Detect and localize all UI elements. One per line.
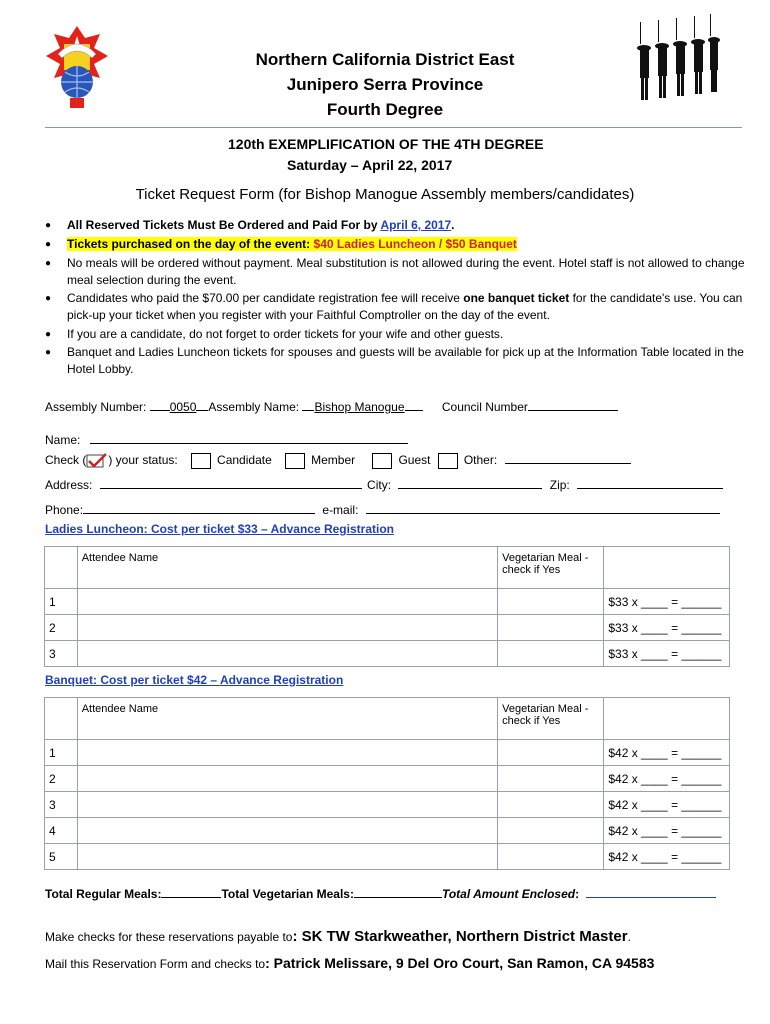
bullet-text: Candidates who paid the $70.00 per candidate registration fee will receive (67, 291, 464, 305)
address-row (45, 476, 723, 492)
address-field[interactable] (100, 476, 362, 489)
assembly-name-value[interactable]: Bishop Manogue (314, 400, 405, 414)
bullet-text: If you are a candidate, do not forget to order tickets for your wife and other guests. (67, 327, 504, 341)
phone-row (45, 501, 720, 517)
payable-name: SK TW Starkweather, Northern District Master (301, 928, 628, 945)
day-of-prices: $40 Ladies Luncheon / $50 Banquet (313, 237, 517, 251)
event-title: 120th EXEMPLIFICATION OF THE 4TH DEGREE (228, 136, 544, 152)
status-member-label: Member (311, 453, 356, 467)
bullet-guests-reminder (45, 326, 745, 343)
veg-header-line: Vegetarian Meal - (502, 552, 589, 564)
total-regular-field[interactable] (161, 885, 221, 898)
attendee-name-cell[interactable] (77, 589, 497, 615)
total-regular-label: Total Regular Meals: (45, 887, 162, 901)
row-number: 2 (45, 766, 78, 792)
banquet-col-veg (498, 698, 604, 740)
attendee-name-cell[interactable] (77, 766, 497, 792)
phone-field[interactable] (83, 501, 315, 514)
header-line-1: Northern California District East (255, 50, 515, 69)
bullet-no-meals (45, 255, 745, 289)
vegetarian-check-cell[interactable] (498, 641, 604, 667)
assembly-number-label: Assembly Number: (45, 400, 150, 414)
status-member-checkbox[interactable] (285, 453, 305, 469)
veg-header-line: Vegetarian Meal - (502, 703, 589, 715)
zip-field[interactable] (577, 476, 723, 489)
table-row (45, 844, 730, 870)
bullet-icon: ● (45, 239, 52, 250)
status-candidate-label: Candidate (217, 453, 272, 467)
row-number: 3 (45, 641, 78, 667)
table-row (45, 615, 730, 641)
table-row (45, 641, 730, 667)
email-label: e-mail: (322, 503, 359, 517)
table-row (45, 740, 730, 766)
attendee-name-cell[interactable] (77, 792, 497, 818)
total-enclosed-colon: : (575, 887, 580, 901)
table-row (45, 766, 730, 792)
status-candidate-checkbox[interactable] (191, 453, 211, 469)
price-cell[interactable]: $42 x ____ = ______ (604, 844, 730, 870)
row-number: 1 (45, 589, 78, 615)
bullet-text: . (451, 218, 455, 232)
attendee-name-cell[interactable] (77, 740, 497, 766)
address-label: Address: (45, 478, 93, 492)
total-vegetarian-label: Total Vegetarian Meals: (221, 887, 354, 901)
banquet-table (44, 697, 730, 870)
check-label: Check ( (45, 453, 87, 467)
attendee-name-cell[interactable] (77, 844, 497, 870)
mail-row: Mail this Reservation Form and checks to: Patrick Melissare, 9 Del Oro Court, San Ramon, CA 94583 (45, 955, 655, 971)
status-guest-label: Guest (398, 453, 431, 467)
total-vegetarian-field[interactable] (354, 885, 442, 898)
bullet-pickup (45, 344, 745, 378)
assembly-row (45, 398, 745, 414)
check-label-suffix: ) your status: (108, 453, 178, 467)
name-field[interactable] (90, 431, 408, 444)
price-cell[interactable]: $42 x ____ = ______ (604, 766, 730, 792)
vegetarian-check-cell[interactable] (498, 818, 604, 844)
city-field[interactable] (398, 476, 542, 489)
luncheon-section-title: Ladies Luncheon: Cost per ticket $33 – Advance Registration (45, 522, 394, 536)
row-number: 4 (45, 818, 78, 844)
vegetarian-check-cell[interactable] (498, 766, 604, 792)
attendee-name-cell[interactable] (77, 818, 497, 844)
table-row (45, 589, 730, 615)
mail-label: Mail this Reservation Form and checks to (45, 957, 266, 971)
vegetarian-check-cell[interactable] (498, 740, 604, 766)
deadline-link[interactable]: April 6, 2017 (380, 218, 452, 232)
price-cell[interactable]: $33 x ____ = ______ (604, 641, 730, 667)
price-cell[interactable]: $42 x ____ = ______ (604, 792, 730, 818)
council-number-label: Council Number (441, 400, 528, 414)
mail-address: Patrick Melissare, 9 Del Oro Court, San Ramon, CA 94583 (273, 955, 655, 971)
status-other-checkbox[interactable] (438, 453, 458, 469)
bullet-text: Tickets purchased on the day of the event: (67, 237, 314, 251)
event-date: Saturday – April 22, 2017 (287, 157, 453, 173)
bullet-candidates (45, 290, 745, 324)
bullet-deadline (45, 217, 745, 234)
bullet-icon: ● (45, 220, 52, 231)
bullet-text: All Reserved Tickets Must Be Ordered and Paid For by (67, 218, 381, 232)
bullet-day-of-prices (45, 236, 745, 253)
bullet-text: No meals will be ordered without payment. Meal substitution is not allowed during the event. Hotel staff is not allowed to change meal selection during the event. (67, 256, 745, 287)
veg-header-line: check if Yes (502, 715, 561, 727)
totals-row (45, 885, 716, 901)
table-row (45, 818, 730, 844)
veg-header-line: check if Yes (502, 564, 561, 576)
name-row (45, 431, 408, 447)
name-label: Name: (45, 433, 81, 447)
row-number: 1 (45, 740, 78, 766)
vegetarian-check-cell[interactable] (498, 792, 604, 818)
bullet-text: Banquet and Ladies Luncheon tickets for spouses and guests will be available for pick up at the Information Table located in the Hotel Lobby. (67, 345, 744, 376)
price-cell[interactable]: $33 x ____ = ______ (604, 589, 730, 615)
council-number-field[interactable] (528, 398, 618, 411)
luncheon-col-name: Attendee Name (77, 547, 497, 589)
banquet-col-name: Attendee Name (77, 698, 497, 740)
email-field[interactable] (366, 501, 720, 514)
total-enclosed-label: Total Amount Enclosed (441, 887, 576, 901)
price-cell[interactable]: $42 x ____ = ______ (604, 740, 730, 766)
total-enclosed-field[interactable] (586, 885, 716, 898)
city-label: City: (367, 478, 392, 492)
status-other-label: Other: (463, 453, 498, 467)
banquet-section-title: Banquet: Cost per ticket $42 – Advance Registration (45, 673, 344, 687)
header-divider (45, 127, 742, 128)
status-other-field[interactable] (505, 451, 631, 464)
bullet-bold-text: one banquet ticket (463, 291, 570, 305)
bullet-icon: ● (45, 258, 52, 269)
luncheon-table (44, 546, 730, 667)
assembly-number-value[interactable]: 0050 (169, 400, 197, 414)
header-line-3: Fourth Degree (326, 100, 444, 119)
status-row (45, 451, 631, 469)
zip-label: Zip: (549, 478, 570, 492)
payable-label: Make checks for these reservations payable to (45, 930, 293, 944)
header-line-2: Junipero Serra Province (286, 75, 484, 94)
checkmark-icon (86, 453, 108, 469)
form-title: Ticket Request Form (for Bishop Manogue Assembly members/candidates) (135, 186, 635, 203)
vegetarian-check-cell[interactable] (498, 589, 604, 615)
vegetarian-check-cell[interactable] (498, 844, 604, 870)
bullet-icon: ● (45, 329, 52, 340)
phone-label: Phone: (45, 503, 84, 517)
bullet-text: for the candidate's use. You can pick-up your ticket when you register with your Faithful Comptroller on the day of the event. (67, 291, 743, 322)
row-number: 3 (45, 792, 78, 818)
status-guest-checkbox[interactable] (372, 453, 392, 469)
bullet-icon: ● (45, 293, 52, 304)
row-number: 2 (45, 615, 78, 641)
table-row (45, 792, 730, 818)
vegetarian-check-cell[interactable] (498, 615, 604, 641)
price-cell[interactable]: $33 x ____ = ______ (604, 615, 730, 641)
assembly-name-label: Assembly Name: (208, 400, 303, 414)
luncheon-col-veg (498, 547, 604, 589)
attendee-name-cell[interactable] (77, 615, 497, 641)
price-cell[interactable]: $42 x ____ = ______ (604, 818, 730, 844)
bullet-icon: ● (45, 347, 52, 358)
payable-row: Make checks for these reservations payable to: SK TW Starkweather, Northern District Master. (45, 928, 631, 945)
attendee-name-cell[interactable] (77, 641, 497, 667)
row-number: 5 (45, 844, 78, 870)
